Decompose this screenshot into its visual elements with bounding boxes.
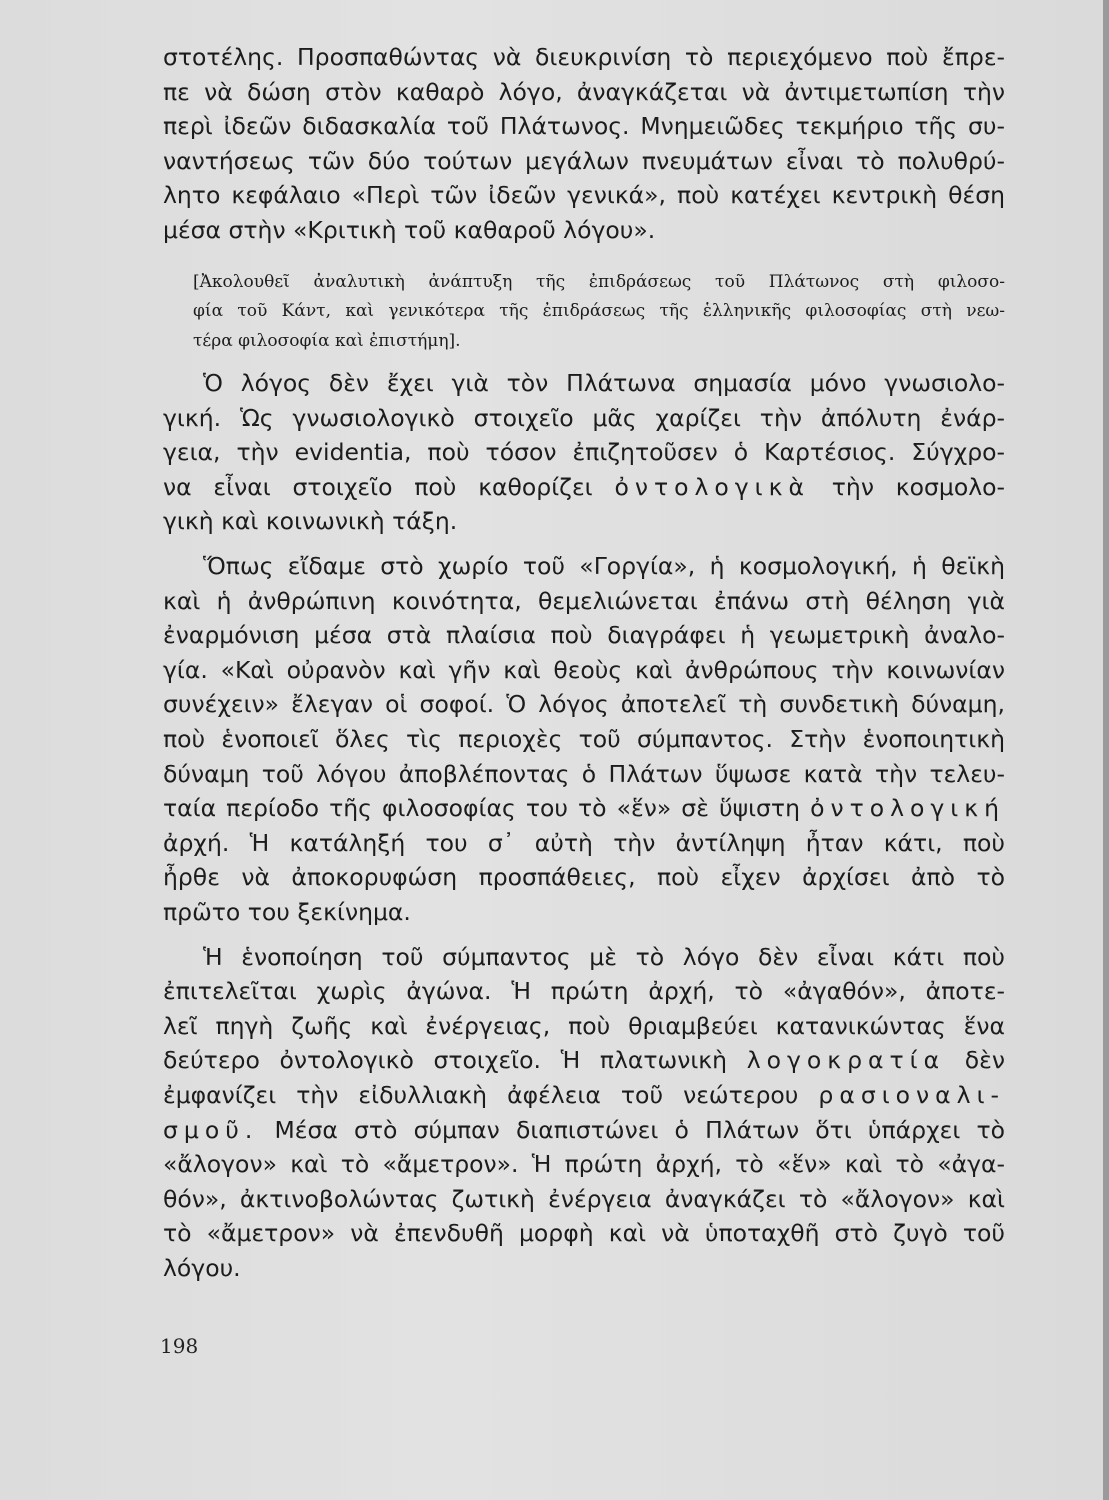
- emphasis-spaced: ὀντολογικὰ: [614, 472, 810, 501]
- text-line: γικὴ καὶ κοινωνικὴ τάξη.: [163, 507, 458, 536]
- emphasis-spaced: λογοκρατία: [746, 1046, 946, 1075]
- text-segment: ταία περίοδο τῆς φιλοσοφίας του τὸ «ἕν» σὲ ὕψιστη: [163, 794, 800, 823]
- text-line: «ἄλογον» καὶ τὸ «ἄμετρον». Ἡ πρώτη ἀρχή, τὸ «ἕν» καὶ τὸ «ἀγα-: [163, 1150, 1005, 1179]
- text-line: γεια, τὴν evidentia, ποὺ τόσον ἐπιζητοῦσεν ὁ Καρτέσιος. Σύγχρο-: [163, 438, 1005, 467]
- text-line: Ἡ ἑνοποίηση τοῦ σύμπαντος μὲ τὸ λόγο δὲν εἶναι κάτι ποὺ: [203, 942, 1005, 971]
- text-line: ἀρχή. Ἡ κατάληξή του σ᾽ αὐτὴ τὴν ἀντίληψη ἦταν κάτι, ποὺ: [163, 828, 1005, 857]
- text-line: [163, 470, 1005, 505]
- text-line: πρῶτο του ξεκίνημα.: [163, 897, 411, 926]
- text-line: [163, 1043, 1005, 1078]
- text-line: λητο κεφάλαιο «Περὶ τῶν ἰδεῶν γενικά», ποὺ κατέχει κεντρικὴ θέση: [163, 181, 1005, 210]
- text-line: λεῖ πηγὴ ζωῆς καὶ ἐνέργειας, ποὺ θριαμβεύει κατανικώντας ἕνα: [163, 1011, 1005, 1040]
- paragraph-3: [163, 549, 1005, 930]
- page-edge: [1103, 0, 1109, 1500]
- bracketed-note: [193, 268, 1005, 357]
- text-line: καὶ ἡ ἀνθρώπινη κοινότητα, θεμελιώνεται ἐπάνω στὴ θέληση γιὰ: [163, 586, 1005, 615]
- text-line: [163, 1078, 1005, 1113]
- text-line: ποὺ ἑνοποιεῖ ὅλες τὶς περιοχὲς τοῦ σύμπαντος. Στὴν ἑνοποιητικὴ: [163, 725, 1005, 753]
- text-line: λόγου.: [163, 1253, 241, 1282]
- paragraph-1: [163, 40, 1005, 248]
- note-line: φία τοῦ Κάντ, καὶ γενικότερα τῆς ἐπιδράσεως τῆς ἑλληνικῆς φιλοσοφίας στὴ νεω-: [193, 301, 1005, 322]
- text-block: [163, 40, 1005, 1286]
- text-line: πε νὰ δώση στὸν καθαρὸ λόγο, ἀναγκάζεται νὰ ἀντιμετωπίση τὴν: [163, 77, 1005, 106]
- emphasis-spaced: σμοῦ.: [163, 1115, 259, 1144]
- note-line: τέρα φιλοσοφία καὶ ἐπιστήμη].: [193, 330, 461, 351]
- paragraph-4: [163, 940, 1005, 1286]
- text-line: Ὁ λόγος δὲν ἔχει γιὰ τὸν Πλάτωνα σημασία μόνο γνωσιολο-: [203, 369, 1005, 398]
- text-line: δύναμη τοῦ λόγου ἀποβλέποντας ὁ Πλάτων ὕψωσε κατὰ τὴν τελευ-: [163, 759, 1005, 788]
- page-number: 198: [160, 1334, 199, 1358]
- text-line: γία. «Καὶ οὐρανὸν καὶ γῆν καὶ θεοὺς καὶ ἀνθρώπους τὴν κοινωνίαν: [163, 655, 1005, 684]
- text-segment: Μέσα στὸ σύμπαν διαπιστώνει ὁ Πλάτων ὅτι ὑπάρχει τὸ: [274, 1115, 1005, 1144]
- text-line: [163, 791, 1005, 826]
- text-segment: να εἶναι στοιχεῖο ποὺ καθορίζει: [163, 472, 593, 501]
- text-line: στοτέλης. Προσπαθώντας νὰ διευκρινίση τὸ περιεχόμενο ποὺ ἔπρε-: [163, 43, 1005, 71]
- text-line: συνέχειν» ἔλεγαν οἱ σοφοί. Ὁ λόγος ἀποτελεῖ τὴ συνδετικὴ δύναμη,: [163, 690, 1005, 719]
- emphasis-spaced: ὀντολογική: [810, 794, 1005, 823]
- text-line: ἐπιτελεῖται χωρὶς ἀγώνα. Ἡ πρώτη ἀρχή, τὸ «ἀγαθόν», ἀποτε-: [163, 977, 1005, 1006]
- text-line: μέσα στὴν «Κριτικὴ τοῦ καθαροῦ λόγου».: [163, 215, 656, 244]
- text-line: θόν», ἀκτινοβολώντας ζωτικὴ ἐνέργεια ἀναγκάζει τὸ «ἄλογον» καὶ: [163, 1184, 1005, 1213]
- text-line: γική. Ὡς γνωσιολογικὸ στοιχεῖο μᾶς χαρίζει τὴν ἀπόλυτη ἐνάρ-: [163, 403, 1005, 432]
- emphasis-spaced: ρασιοναλι-: [818, 1080, 1005, 1109]
- text-line: [163, 1113, 1005, 1148]
- text-line: ἦρθε νὰ ἀποκορυφώση προσπάθειες, ποὺ εἶχεν ἀρχίσει ἀπὸ τὸ: [163, 863, 1005, 892]
- text-segment: τὴν κοσμολο-: [831, 472, 1005, 501]
- text-line: ἐναρμόνιση μέσα στὰ πλαίσια ποὺ διαγράφει ἡ γεωμετρικὴ ἀναλο-: [163, 621, 1005, 650]
- text-line: Ὅπως εἴδαμε στὸ χωρίο τοῦ «Γοργία», ἡ κοσμολογική, ἡ θεϊκὴ: [203, 552, 1005, 581]
- text-segment: δεύτερο ὀντολογικὸ στοιχεῖο. Ἡ πλατωνικὴ: [163, 1046, 728, 1075]
- paragraph-2: [163, 366, 1005, 539]
- text-line: περὶ ἰδεῶν διδασκαλία τοῦ Πλάτωνος. Μνημειῶδες τεκμήριο τῆς συ-: [163, 112, 1005, 141]
- text-line: τὸ «ἄμετρον» νὰ ἐπενδυθῆ μορφὴ καὶ νὰ ὑποταχθῆ στὸ ζυγὸ τοῦ: [163, 1219, 1005, 1248]
- text-segment: δὲν: [964, 1046, 1005, 1075]
- text-line: ναντήσεως τῶν δύο τούτων μεγάλων πνευμάτων εἶναι τὸ πολυθρύ-: [163, 146, 1005, 175]
- note-line: [Ἀκολουθεῖ ἀναλυτικὴ ἀνάπτυξη τῆς ἐπιδράσεως τοῦ Πλάτωνος στὴ φιλοσο-: [193, 271, 1005, 292]
- text-segment: ἐμφανίζει τὴν εἰδυλλιακὴ ἀφέλεια τοῦ νεώτερου: [163, 1080, 799, 1109]
